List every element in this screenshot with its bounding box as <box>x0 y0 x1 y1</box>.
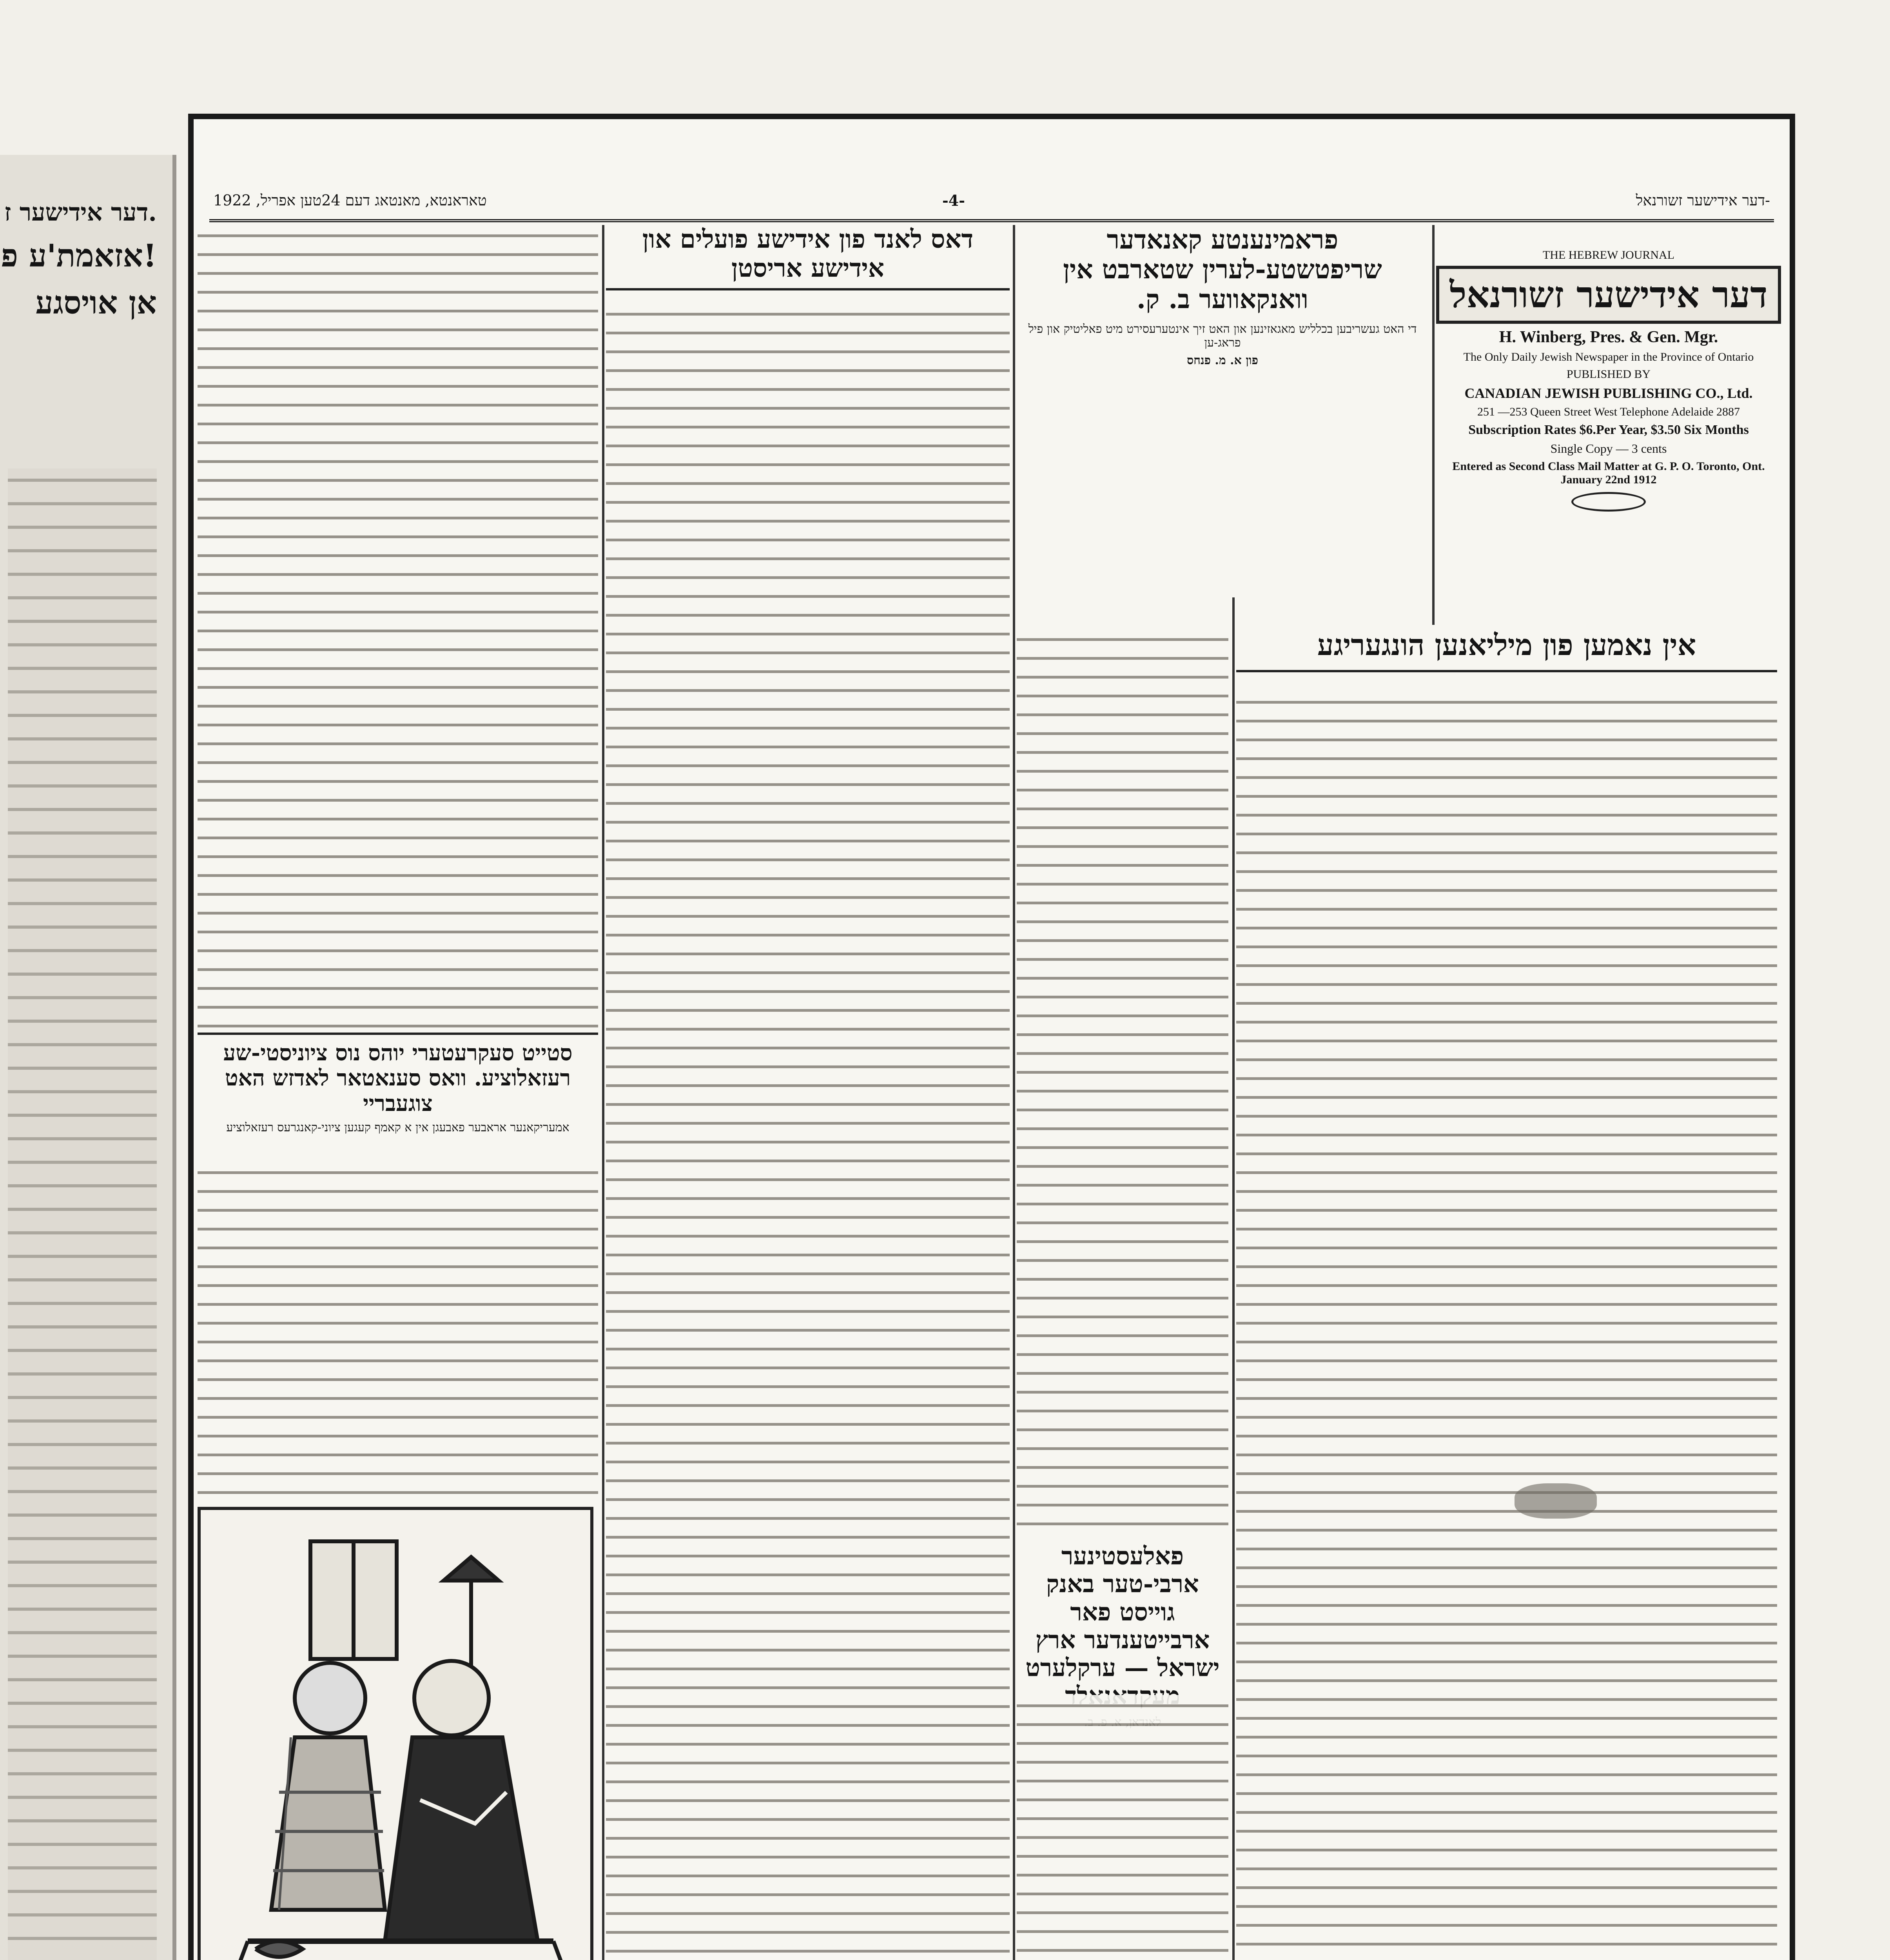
state-secretary-subhead: אמעריקאנער אראבער פאבעגן אין א קאמף קעגען ציוני-קאנגרעס רעזאלוציע <box>226 1121 570 1135</box>
prev-page-headline-1: !אזאמת'ע פ <box>1 237 157 274</box>
prev-page-headline-2: אן אויסגע <box>35 284 157 321</box>
state-secretary-headline: סטייט סעקרעטערי יוהס נוס ציוניסטי-שע רעזאלוציע. וואס סענאטאר לאדזש האט צוגעבריי <box>198 1033 598 1116</box>
masthead-published-by: PUBLISHED BY <box>1566 368 1651 381</box>
masthead-english-label: THE HEBREW JOURNAL <box>1542 249 1675 261</box>
obituary-subhead: די האט געשריבען בכלליש מאגאזינען און האט זיך אינטערעסירט מיט פאליטיק און פיל פראג-ען <box>1028 322 1417 350</box>
lamp-shade-icon <box>444 1557 499 1581</box>
ad-illustration <box>201 1518 590 1960</box>
masthead-address: 251 —253 Queen Street West Telephone Adelaide 2887 <box>1477 405 1740 418</box>
prev-page-body-text <box>8 468 157 1960</box>
advertisement <box>198 1507 593 1960</box>
folio-paper-name: -דער אידישער זשורנאל <box>1636 192 1770 209</box>
obituary-body <box>1017 629 1228 1530</box>
masthead-single-copy: Single Copy — 3 cents <box>1550 441 1667 456</box>
state-secretary-body <box>198 1162 598 1495</box>
folio-date: טאראנטא, מאנטאג דעם 24טען אפריל, 1922 <box>213 192 487 209</box>
obituary-headline: פראמינענטע קאנאדער שריפטשטע-לערין שטארבט אין וואנקאווער ב. ק. <box>1063 224 1382 314</box>
masthead-publisher: CANADIAN JEWISH PUBLISHING CO., Ltd. <box>1464 385 1753 401</box>
column-rule-4 <box>1432 225 1435 625</box>
editorial-column <box>1236 629 1777 1960</box>
column-3-body <box>1017 629 1228 1960</box>
masthead-subscription: Subscription Rates $6.Per Year, $3.50 Six Months <box>1468 423 1749 437</box>
palestine-body <box>1017 1695 1228 1960</box>
masthead-only-daily: The Only Daily Jewish Newspaper in the Province of Ontario <box>1463 350 1754 363</box>
palestine-headline: פאלעסטינער ארבי-טער באנק גוייסט פאר ארבייטענדער ארץ ישראל — ערקלערט <box>1025 1542 1220 1682</box>
masthead-pres: H. Winberg, Pres. & Gen. Mgr. <box>1499 328 1718 346</box>
prev-page-header: .דער אידישער ז <box>4 198 157 227</box>
masthead-title: דער אידישער זשורנאל <box>1436 266 1781 324</box>
editorial-headline: אין נאמען פון מיליאנען הונגעריגע <box>1236 629 1777 672</box>
newspaper-page <box>188 114 1795 1960</box>
column-rule-1 <box>602 225 604 1960</box>
obituary-author: פון א. מ. פנחס <box>1187 353 1258 367</box>
masthead-entered: Entered as Second Class Mail Matter at G. P. O. Toronto, Ont. January 22nd 1912 <box>1452 460 1765 486</box>
land-headline: דאס לאנד פון אידישע פועלים און אידישע אריסטן <box>606 225 1010 290</box>
folio-line <box>209 188 1774 222</box>
editorial-body <box>1236 691 1777 1960</box>
page-number: -4- <box>942 192 965 209</box>
column-2 <box>606 225 1010 1960</box>
scan-blemish <box>1515 1483 1597 1519</box>
column-rule-3 <box>1232 597 1235 1960</box>
previous-page-fragment <box>0 155 176 1960</box>
masthead-ornament <box>1571 492 1646 512</box>
land-body <box>606 303 1010 1960</box>
column-rule-2 <box>1013 225 1015 1960</box>
masthead <box>1436 245 1781 517</box>
obituary-article <box>1017 225 1428 625</box>
column-1-body <box>198 225 598 1029</box>
column-1-top <box>198 225 598 1029</box>
state-secretary-article <box>198 1033 598 1495</box>
